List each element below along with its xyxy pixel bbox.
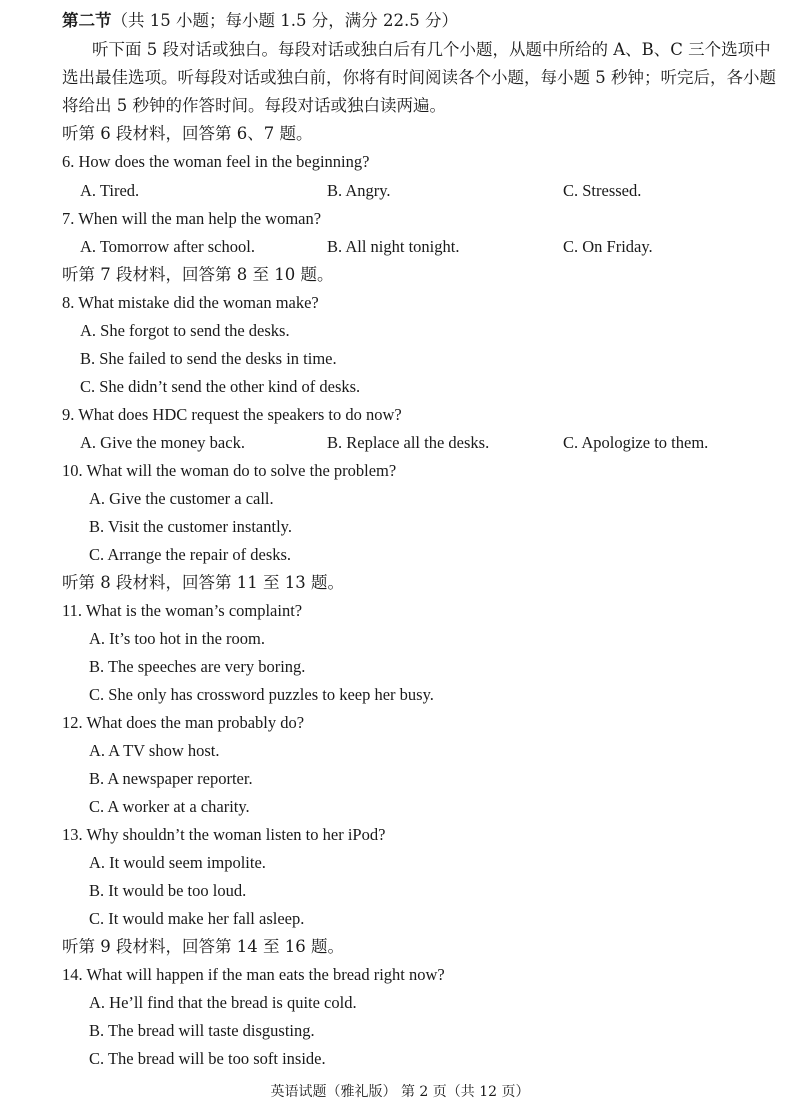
section-title: 第二节: [62, 11, 112, 30]
instruction-line-3: 将给出 5 秒钟的作答时间。每段对话或独白读两遍。: [62, 96, 446, 115]
page-footer: 英语试题（雅礼版） 第 2 页（共 12 页）: [270, 1084, 530, 1100]
question-12-option-b: B. A newspaper reporter.: [89, 769, 253, 788]
question-10-option-b: B. Visit the customer instantly.: [89, 517, 292, 536]
question-7-option-a: A. Tomorrow after school.: [80, 237, 255, 256]
question-14-option-b: B. The bread will taste disgusting.: [89, 1021, 315, 1040]
section-info: （共 15 小题；每小题 1.5 分，满分 22.5 分）: [111, 11, 458, 30]
question-10-option-c: C. Arrange the repair of desks.: [89, 545, 292, 564]
question-12-stem: 12. What does the man probably do?: [62, 713, 305, 732]
question-8-option-a: A. She forgot to send the desks.: [80, 321, 290, 340]
question-11-option-b: B. The speeches are very boring.: [89, 657, 306, 676]
question-13-option-a: A. It would seem impolite.: [89, 853, 266, 872]
question-11-option-a: A. It’s too hot in the room.: [89, 629, 265, 648]
question-10-stem: 10. What will the woman do to solve the problem?: [62, 461, 397, 480]
question-6-option-b: B. Angry.: [327, 181, 391, 200]
question-8-option-c: C. She didn’t send the other kind of desks.: [80, 377, 361, 396]
instruction-line-1: 听下面 5 段对话或独白。每段对话或独白后有几个小题，从题中所给的 A、B、C 三个选项中: [92, 40, 771, 59]
question-11-option-c: C. She only has crossword puzzles to keep her busy.: [89, 685, 434, 704]
group-heading-9: 听第 9 段材料，回答第 14 至 16 题。: [62, 937, 344, 956]
question-9-option-a: A. Give the money back.: [80, 433, 245, 452]
question-11-stem: 11. What is the woman’s complaint?: [62, 601, 303, 620]
group-heading-7: 听第 7 段材料，回答第 8 至 10 题。: [62, 265, 334, 284]
question-9-option-b: B. Replace all the desks.: [327, 433, 490, 452]
question-6-option-c: C. Stressed.: [563, 181, 642, 200]
question-13-option-c: C. It would make her fall asleep.: [89, 909, 305, 928]
question-9-stem: 9. What does HDC request the speakers to do now?: [62, 405, 402, 424]
question-10-option-a: A. Give the customer a call.: [89, 489, 274, 508]
question-12-option-a: A. A TV show host.: [89, 741, 220, 760]
question-12-option-c: C. A worker at a charity.: [89, 797, 250, 816]
question-6-stem: 6. How does the woman feel in the beginning?: [62, 152, 370, 171]
question-7-stem: 7. When will the man help the woman?: [62, 209, 322, 228]
question-8-option-b: B. She failed to send the desks in time.: [80, 349, 337, 368]
question-8-stem: 8. What mistake did the woman make?: [62, 293, 319, 312]
instruction-line-2: 选出最佳选项。听每段对话或独白前，你将有时间阅读各个小题，每小题 5 秒钟；听完后，各小题: [62, 68, 776, 87]
question-14-option-a: A. He’ll find that the bread is quite cold.: [89, 993, 357, 1012]
question-14-option-c: C. The bread will be too soft inside.: [89, 1049, 326, 1068]
question-14-stem: 14. What will happen if the man eats the bread right now?: [62, 965, 445, 984]
question-6-option-a: A. Tired.: [80, 181, 140, 200]
question-7-option-b: B. All night tonight.: [327, 237, 460, 256]
section-heading: [62, 10, 458, 32]
question-13-option-b: B. It would be too loud.: [89, 881, 247, 900]
question-7-option-c: C. On Friday.: [563, 237, 653, 256]
question-9-option-c: C. Apologize to them.: [563, 433, 709, 452]
group-heading-6: 听第 6 段材料，回答第 6、7 题。: [62, 124, 313, 143]
question-13-stem: 13. Why shouldn’t the woman listen to her iPod?: [62, 825, 386, 844]
group-heading-8: 听第 8 段材料，回答第 11 至 13 题。: [62, 573, 344, 592]
